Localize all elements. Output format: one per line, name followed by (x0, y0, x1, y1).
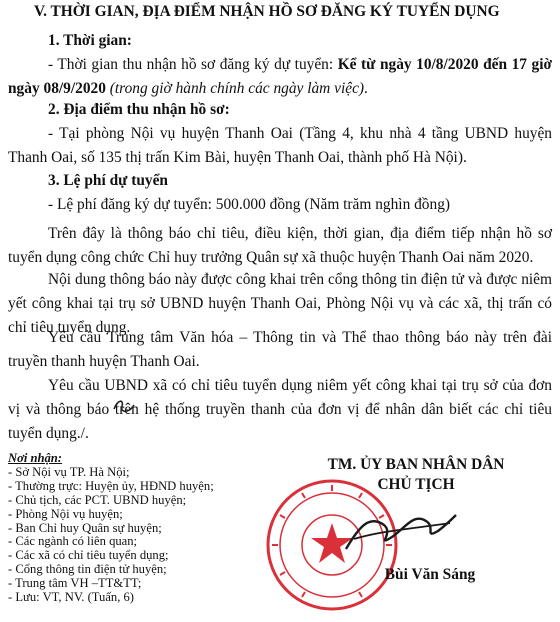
fee-heading: 3. Lệ phí dự tuyển (48, 172, 168, 189)
body-paragraph-2: Nội dung thông báo này được công khai trên cổng thông tin điện tử và được niêm yết công khai tại trụ sở UBND huyện Thanh Oai, Phòng Nội vụ và các xã, thị trấn có chỉ tiêu tuyển dụng. (8, 271, 552, 336)
fee-paragraph: - Lệ phí đăng ký dự tuyển: 500.000 đồng (Năm trăm nghìn đồng) (48, 196, 451, 213)
recipient-item: - Chủ tịch, các PCT. UBND huyện; (8, 492, 187, 507)
time-paragraph (8, 53, 552, 101)
body-paragraph-4: Yêu cầu UBND xã có chỉ tiêu tuyển dụng niêm yết công khai tại trụ sở của đơn vị và thông báo trên hệ thống truyền thanh của đơn vị để nhân dân biết các chỉ tiêu tuyển dụng./. (8, 377, 552, 442)
body-paragraph-1: Trên đây là thông báo chỉ tiêu, điều kiện, thời gian, địa điểm tiếp nhận hồ sơ tuyển dụng công chức Chỉ huy trưởng Quân sự xã thuộc huyện Thanh Oai năm 2020. (8, 225, 552, 266)
recipient-item: - Thường trực: Huyện ủy, HĐND huyện; (8, 478, 214, 493)
signature-icon (340, 495, 460, 565)
time-period: Kể từ ngày 10/8/2020 đến 17 giờ ngày 08/9/2020 (8, 56, 552, 97)
recipient-item: - Sở Nội vụ TP. Hà Nội; (8, 464, 130, 479)
recipient-item: - Cổng thông tin điện tử huyện; (8, 562, 167, 577)
recipient-item: - Trung tâm VH –TT&TT; (8, 576, 142, 591)
section-title: V. THỜI GIAN, ĐỊA ĐIỂM NHẬN HỒ SƠ ĐĂNG KÝ TUYỂN DỤNG (34, 3, 500, 20)
handwritten-initial-icon (110, 395, 138, 417)
signature-block (272, 455, 560, 495)
recipient-item: - Ban Chỉ huy Quân sự huyện; (8, 520, 162, 535)
time-note: (trong giờ hành chính các ngày làm việc) (109, 80, 365, 97)
recipients-title: Nơi nhận: (8, 451, 63, 465)
recipient-item: - Lưu: VT, NV. (Tuấn, 6) (8, 590, 135, 605)
time-heading: 1. Thời gian: (48, 32, 132, 49)
recipient-item: - Phòng Nội vụ huyện; (8, 506, 123, 521)
recipients-block (8, 452, 268, 605)
time-prefix: - Thời gian thu nhận hồ sơ đăng ký dự tuyển: (48, 56, 338, 73)
time-end: . (364, 80, 368, 97)
place-paragraph: - Tại phòng Nội vụ huyện Thanh Oai (Tầng 4, khu nhà 4 tầng UBND huyện Thanh Oai, số 135 thị trấn Kim Bài, huyện Thanh Oai, thành phố Hà Nội). (8, 125, 552, 166)
place-heading: 2. Địa điểm thu nhận hồ sơ: (48, 101, 230, 118)
recipient-item: - Các xã có chỉ tiêu tuyển dụng; (8, 548, 169, 563)
body-paragraph-3: Yêu cầu Trung tâm Văn hóa – Thông tin và Thể thao thông báo này trên đài truyền thanh huyện Thanh Oai. (8, 329, 552, 370)
recipient-item: - Các ngành có liên quan; (8, 534, 138, 549)
signature-org: TM. ỦY BAN NHÂN DÂN (327, 456, 505, 473)
signer-name: Bùi Văn Sáng (384, 566, 476, 583)
signature-role: CHỦ TỊCH (377, 476, 455, 493)
